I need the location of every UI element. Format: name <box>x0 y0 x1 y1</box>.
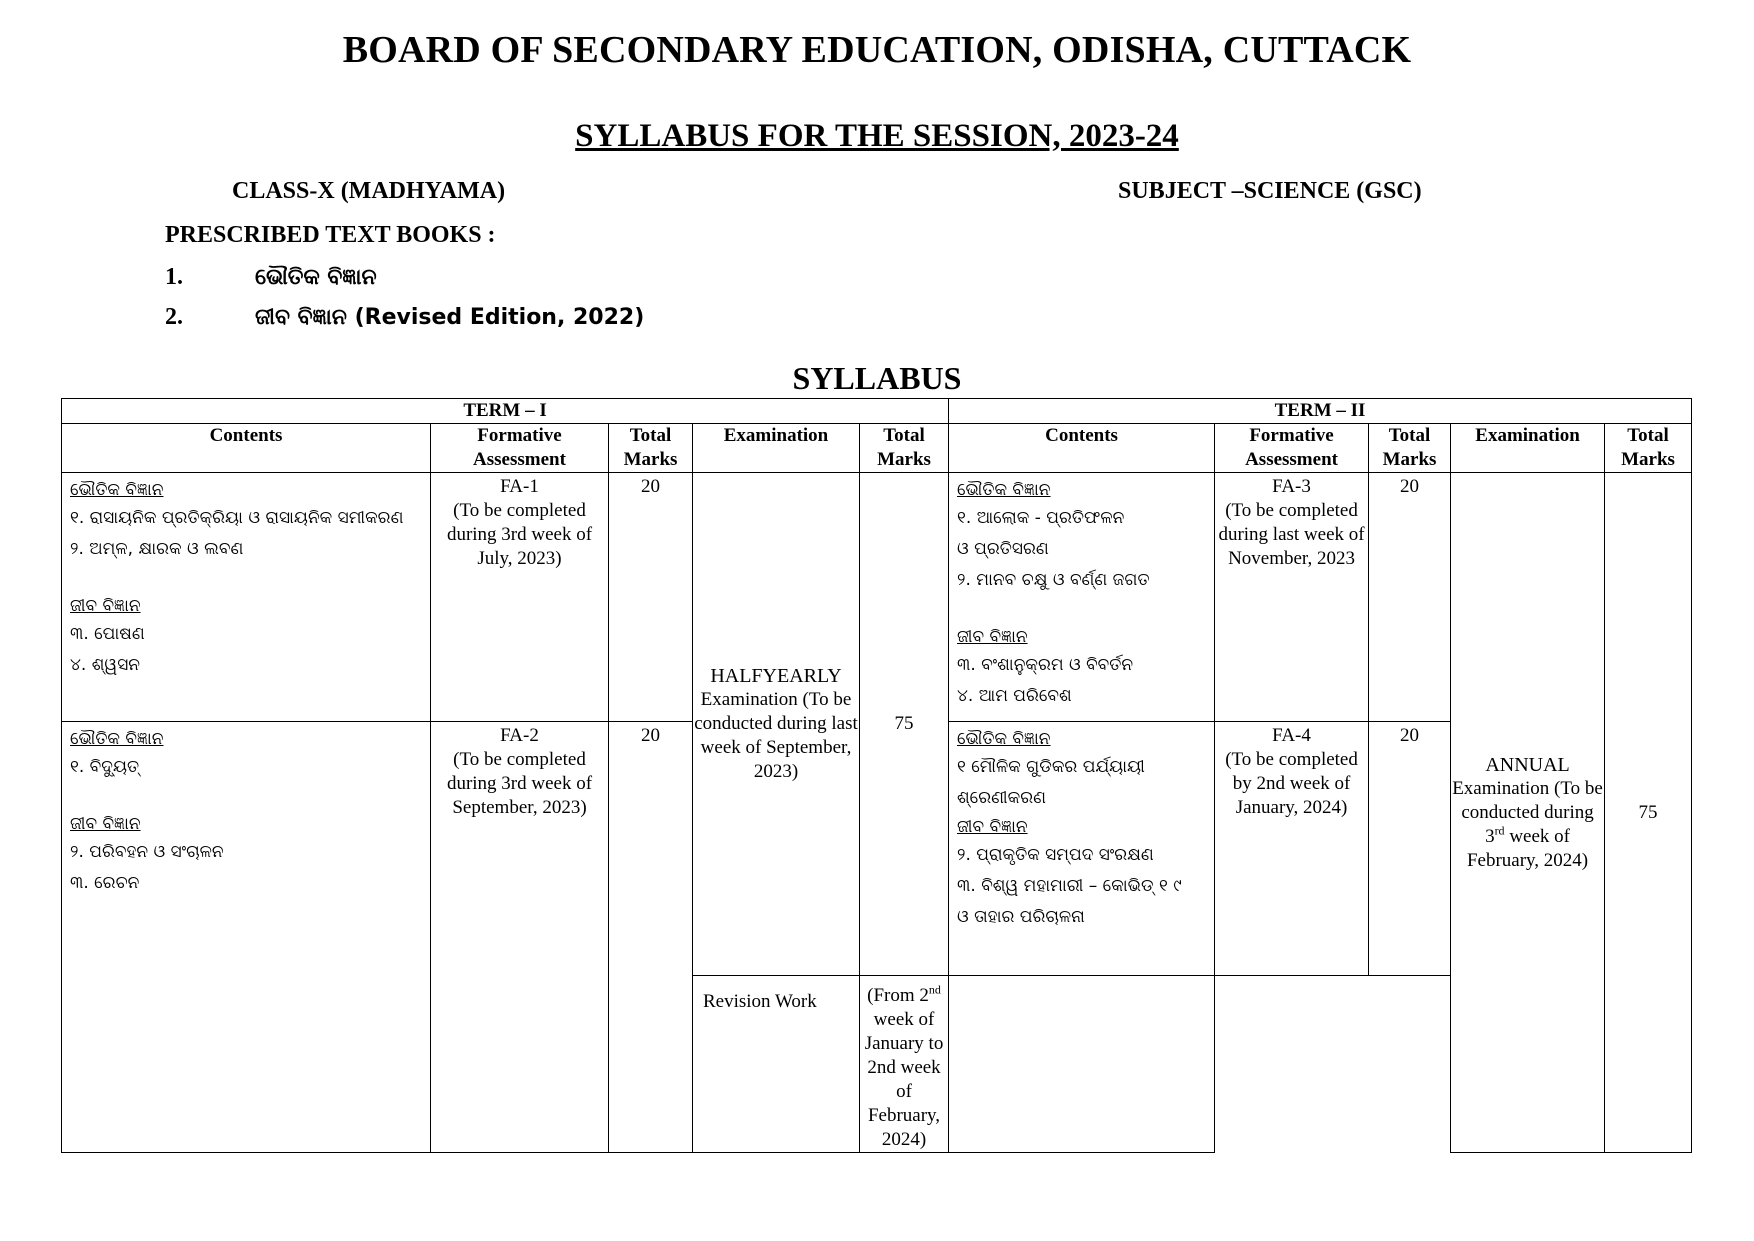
fa-label: FA-4 <box>1272 725 1311 746</box>
fa-label: FA-3 <box>1272 476 1311 497</box>
revision-work-note: (From 2nd week of January to 2nd week of February, 2024) <box>860 976 949 1153</box>
exam-name: ANNUAL <box>1485 753 1570 776</box>
annual-marks: 75 <box>1605 473 1692 1153</box>
fa-note: (To be completed by 2nd week of January, 2024) <box>1225 749 1358 818</box>
col-total-marks: Total Marks <box>609 424 693 473</box>
list-item: ୧ ମୌଳିକ ଗୁଡିକର ପର୍ଯ୍ୟାୟୀ <box>957 757 1145 777</box>
session-title: SYLLABUS FOR THE SESSION, 2023-24 <box>575 118 1179 154</box>
revision-work-label: Revision Work <box>693 976 860 1153</box>
board-title: BOARD OF SECONDARY EDUCATION, ODISHA, CUTTACK <box>342 29 1412 71</box>
subject-label: SUBJECT –SCIENCE (GSC) <box>1118 178 1422 204</box>
col-total-marks: Total Marks <box>1605 424 1692 473</box>
list-item: ଓ ତାହାର ପରିଚାଳନା <box>957 907 1085 927</box>
term1-header: TERM – I <box>62 399 949 424</box>
t1-contents-2 <box>62 722 431 1153</box>
syllabus-table <box>61 398 1692 1153</box>
list-item: ୩. ବିଶ୍ୱ ମହାମାରୀ – କୋଭିଡ୍ ୧ ୯ <box>957 876 1182 896</box>
fa2-cell <box>431 722 609 1153</box>
exam-note: Examination (To be conducted during 3rd week of February, 2024) <box>1452 777 1603 871</box>
fa-label: FA-2 <box>500 725 539 746</box>
book-number: 2. <box>165 304 183 330</box>
fa1-marks: 20 <box>609 473 693 722</box>
list-item: ୩. ବଂଶାନୁକ୍ରମ ଓ ବିବର୍ତନ <box>957 655 1134 675</box>
section-life-science: ଜୀବ ବିଜ୍ଞାନ <box>70 814 141 834</box>
exam-note: Examination (To be conducted during last week of September, 2023) <box>694 689 858 782</box>
book-name: ଭୌତିକ ବିଜ୍ଞାନ <box>255 265 377 290</box>
fa-note: (To be completed during last week of November, 2023 <box>1218 500 1365 569</box>
col-examination: Examination <box>693 424 860 473</box>
list-item: ୧. ବିଦ୍ୟୁତ୍ <box>70 757 140 777</box>
section-physical-science: ଭୌତିକ ବିଜ୍ଞାନ <box>70 729 164 749</box>
book-item <box>165 264 377 291</box>
fa4-cell <box>1215 722 1369 976</box>
list-item: ୨. ମାନବ ଚକ୍ଷୁ ଓ ବର୍ଣ୍ଣ ଜଗତ <box>957 570 1150 590</box>
col-total-marks: Total Marks <box>860 424 949 473</box>
list-item: ୪. ଆମ ପରିବେଶ <box>957 686 1072 706</box>
section-physical-science: ଭୌତିକ ବିଜ୍ଞାନ <box>957 729 1051 749</box>
col-formative: Formative Assessment <box>1215 424 1369 473</box>
table-row <box>62 473 1692 722</box>
halfyearly-exam-cell <box>693 473 860 976</box>
term-header-row <box>62 399 1692 424</box>
section-life-science: ଜୀବ ବିଜ୍ଞାନ <box>70 596 141 616</box>
halfyearly-marks: 75 <box>860 473 949 976</box>
col-examination: Examination <box>1451 424 1605 473</box>
prescribed-books-heading: PRESCRIBED TEXT BOOKS : <box>165 222 496 248</box>
fa2-marks: 20 <box>609 722 693 1153</box>
fa4-marks: 20 <box>1369 722 1451 976</box>
annual-exam-cell <box>1451 473 1605 1153</box>
revision-marks <box>949 976 1215 1153</box>
list-item: ୩. ରେଚନ <box>70 873 140 893</box>
list-item: ୩. ପୋଷଣ <box>70 624 145 644</box>
fa-note: (To be completed during 3rd week of September, 2023) <box>446 749 593 818</box>
list-item: ୨. ଅମ୍ଳ, କ୍ଷାରକ ଓ ଲବଣ <box>70 539 244 559</box>
list-item: ଓ ପ୍ରତିସରଣ <box>957 539 1049 559</box>
section-physical-science: ଭୌତିକ ବିଜ୍ଞାନ <box>70 480 164 500</box>
t2-contents-2 <box>949 722 1215 976</box>
section-life-science: ଜୀବ ବିଜ୍ଞାନ <box>957 817 1028 837</box>
list-item: ୨. ପରିବହନ ଓ ସଂଚାଳନ <box>70 842 224 862</box>
fa3-marks: 20 <box>1369 473 1451 722</box>
column-header-row <box>62 424 1692 473</box>
class-label: CLASS-X (MADHYAMA) <box>232 178 506 204</box>
list-item: ୧. ରାସାୟନିକ ପ୍ରତିକ୍ରିୟା ଓ ରାସାୟନିକ ସମୀକରଣ <box>70 508 404 528</box>
list-item: ୪. ଶ୍ୱସନ <box>70 655 140 675</box>
col-contents: Contents <box>62 424 431 473</box>
term2-header: TERM – II <box>949 399 1692 424</box>
col-contents: Contents <box>949 424 1215 473</box>
fa1-cell <box>431 473 609 722</box>
list-item: ଶ୍ରେଣୀକରଣ <box>957 788 1046 808</box>
t1-contents-1 <box>62 473 431 722</box>
exam-name: HALFYEARLY <box>710 665 842 687</box>
syllabus-heading: SYLLABUS <box>792 360 962 396</box>
book-name: ଜୀବ ବିଜ୍ଞାନ (Revised Edition, 2022) <box>255 305 645 330</box>
section-physical-science: ଭୌତିକ ବିଜ୍ଞାନ <box>957 480 1051 500</box>
book-number: 1. <box>165 264 183 290</box>
fa3-cell <box>1215 473 1369 722</box>
col-formative: Formative Assessment <box>431 424 609 473</box>
section-life-science: ଜୀବ ବିଜ୍ଞାନ <box>957 627 1028 647</box>
t2-contents-1 <box>949 473 1215 722</box>
book-item <box>165 304 644 331</box>
list-item: ୧. ଆଲୋକ - ପ୍ରତିଫଳନ <box>957 508 1125 528</box>
fa-note: (To be completed during 3rd week of July, 2023) <box>446 500 593 569</box>
fa-label: FA-1 <box>500 476 539 497</box>
col-total-marks: Total Marks <box>1369 424 1451 473</box>
list-item: ୨. ପ୍ରାକୃତିକ ସମ୍ପଦ ସଂରକ୍ଷଣ <box>957 845 1154 865</box>
